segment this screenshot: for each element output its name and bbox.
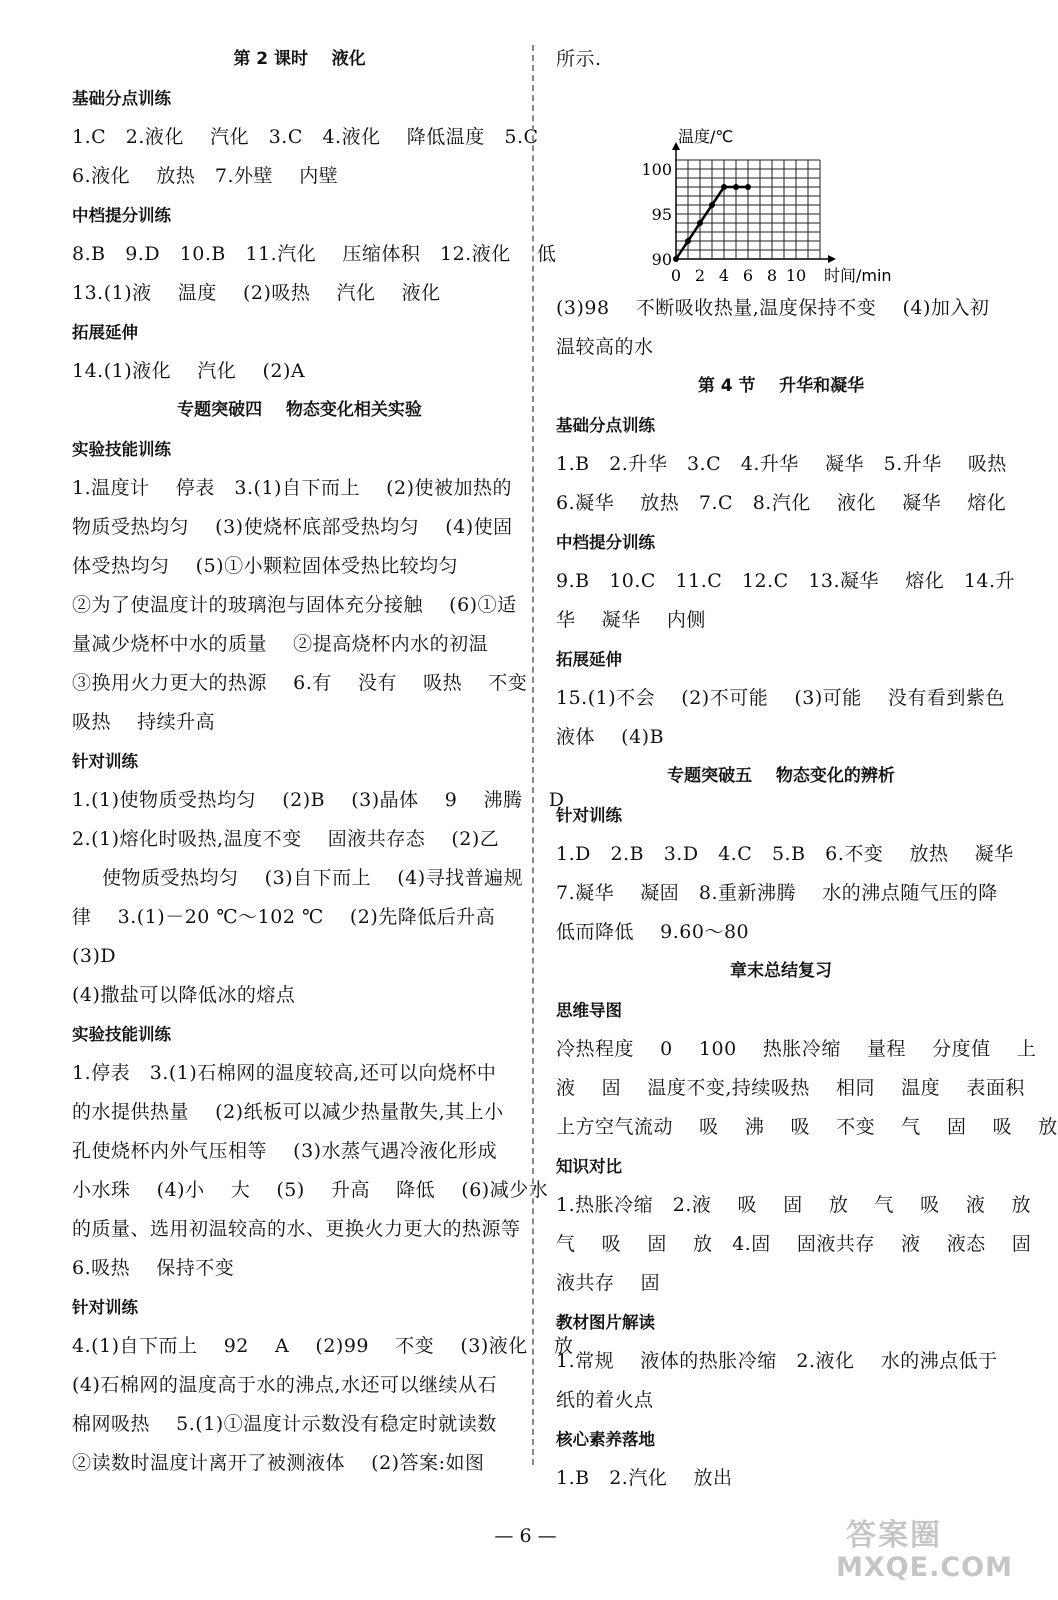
text-line: 1.(1)使物质受热均匀 (2)B (3)晶体 9 沸腾 D: [72, 789, 565, 811]
text-line: 1.常规 液体的热胀冷缩 2.液化 水的沸点低于: [556, 1350, 998, 1372]
text-line: 棉网吸热 5.(1)①温度计示数没有稳定时就读数: [72, 1413, 497, 1435]
section-heading: 实验技能训练: [72, 440, 171, 459]
lesson-title: 章末总结复习: [730, 961, 832, 981]
x-axis-arrow: [828, 255, 836, 263]
text-line: 孔使烧杯内外气压相等 (3)水蒸气遇冷液化形成: [72, 1140, 498, 1162]
text-line: 6.凝华 放热 7.C 8.汽化 液化 凝华 熔化: [556, 492, 1007, 514]
text-line: 1.停表 3.(1)石棉网的温度较高,还可以向烧杯中: [72, 1062, 497, 1084]
text-line: 气 吸 固 放 4.固 固液共存 液 液态 固: [556, 1233, 1032, 1255]
text-line: 液 固 温度不变,持续吸热 相同 温度 表面积: [556, 1077, 1025, 1099]
lesson-title: 专题突破四 物态变化相关实验: [177, 400, 422, 420]
text-line: 的水提供热量 (2)纸板可以减少热量散失,其上小: [72, 1101, 504, 1123]
section-heading: 实验技能训练: [72, 1025, 171, 1044]
x-tick-label: 6: [742, 266, 754, 285]
text-line: 2.(1)熔化时吸热,温度不变 固液共存态 (2)乙: [72, 828, 500, 850]
text-line: 纸的着火点: [556, 1389, 654, 1411]
text-line: 1.热胀冷缩 2.液 吸 固 放 气 吸 液 放: [556, 1194, 1031, 1216]
text-line: 4.(1)自下而上 92 A (2)99 不变 (3)液化 放: [72, 1335, 574, 1357]
section-heading: 基础分点训练: [72, 89, 171, 108]
data-point: [721, 184, 727, 190]
data-point: [709, 202, 715, 208]
lesson-title: 第 2 课时 液化: [233, 49, 366, 69]
lesson-title: 专题突破五 物态变化的辨析: [667, 766, 895, 786]
data-point: [733, 184, 739, 190]
text-line: 量减少烧杯中水的质量 ②提高烧杯内水的初温: [72, 633, 489, 655]
text-line: (4)石棉网的温度高于水的沸点,水还可以继续从石: [72, 1374, 497, 1396]
x-tick-label: 0: [670, 266, 682, 285]
right-column-rest: [556, 289, 1058, 1498]
text-line: 1.C 2.液化 汽化 3.C 4.液化 降低温度 5.C: [72, 126, 539, 148]
text-line: 使物质受热均匀 (3)自下而上 (4)寻找普遍规: [102, 867, 524, 889]
y-tick-label: 95: [651, 205, 672, 224]
temperature-time-chart: [556, 79, 1006, 289]
text-line: 14.(1)液化 汽化 (2)A: [72, 360, 306, 382]
y-tick-label: 90: [651, 250, 672, 269]
text-line: 上方空气流动 吸 沸 吸 不变 气 固 吸 放: [556, 1116, 1058, 1138]
section-heading: 核心素养落地: [556, 1430, 655, 1449]
section-heading: 思维导图: [556, 1001, 622, 1020]
text-line: (3)98 不断吸收热量,温度保持不变 (4)加入初: [556, 297, 990, 319]
data-point: [673, 256, 679, 262]
chart-svg: [641, 79, 906, 289]
x-tick-label: 4: [718, 266, 730, 285]
text-line: 15.(1)不会 (2)不可能 (3)可能 没有看到紫色: [556, 687, 1005, 709]
text-line: 9.B 10.C 11.C 12.C 13.凝华 熔化 14.升: [556, 570, 1016, 592]
section-heading: 拓展延伸: [556, 650, 622, 669]
section-heading: 针对训练: [72, 1298, 138, 1317]
x-tick-label: 8: [766, 266, 778, 285]
x-tick-label: 10: [785, 266, 807, 285]
section-heading: 针对训练: [556, 806, 622, 825]
text-line: 液体 (4)B: [556, 726, 665, 748]
section-heading: 知识对比: [556, 1157, 622, 1176]
text-line: 华 凝华 内侧: [556, 609, 706, 631]
section-heading: 中档提分训练: [556, 533, 655, 552]
x-tick-label: 2: [694, 266, 706, 285]
text-line: 6.液化 放热 7.外壁 内壁: [72, 165, 339, 187]
text-line: 液共存 固: [556, 1272, 661, 1294]
section-heading: 中档提分训练: [72, 206, 171, 225]
text-line: 8.B 9.D 10.B 11.汽化 压缩体积 12.液化 低: [72, 243, 557, 265]
column-divider: [532, 45, 534, 1465]
y-tick-label: 100: [641, 160, 672, 179]
text-line: 1.温度计 停表 3.(1)自下而上 (2)使被加热的: [72, 477, 513, 499]
text-line: ②为了使温度计的玻璃泡与固体充分接触 (6)①适: [72, 594, 517, 616]
x-axis-label: 时间/min: [824, 266, 892, 285]
page-number: — 6 —: [494, 1525, 557, 1547]
data-point: [685, 238, 691, 244]
text-line: 1.B 2.汽化 放出: [556, 1467, 733, 1489]
left-column: [72, 40, 574, 1483]
watermark-logo: 答案圈 MXQE.COM: [836, 1518, 1013, 1583]
text-line: 1.D 2.B 3.D 4.C 5.B 6.不变 放热 凝华: [556, 843, 1014, 865]
data-point: [745, 184, 751, 190]
text-line: (4)撒盐可以降低冰的熔点: [72, 984, 296, 1006]
section-heading: 针对训练: [72, 752, 138, 771]
text-line: 温较高的水: [556, 336, 654, 358]
text-line: 的质量、选用初温较高的水、更换火力更大的热源等: [72, 1218, 521, 1240]
text-line: 体受热均匀 (5)①小颗粒固体受热比较均匀: [72, 555, 459, 577]
section-heading: 教材图片解读: [556, 1313, 655, 1332]
text-line: 7.凝华 凝固 8.重新沸腾 水的沸点随气压的降: [556, 882, 998, 904]
right-column: [556, 40, 1058, 1498]
text-line: 低而降低 9.60～80: [556, 921, 750, 943]
text-line: (3)D: [72, 945, 117, 967]
section-heading: 基础分点训练: [556, 416, 655, 435]
text-line: 小水珠 (4)小 大 (5) 升高 降低 (6)减少水: [72, 1179, 549, 1201]
text-line: 6.吸热 保持不变: [72, 1257, 235, 1279]
text-line: 13.(1)液 温度 (2)吸热 汽化 液化: [72, 282, 441, 304]
text-line: 律 3.(1)－20 ℃～102 ℃ (2)先降低后升高: [72, 906, 496, 928]
data-point: [697, 220, 703, 226]
text-line: 冷热程度 0 100 热胀冷缩 量程 分度值 上: [556, 1038, 1037, 1060]
text-line: 吸热 持续升高: [72, 711, 216, 733]
section-heading: 拓展延伸: [72, 323, 138, 342]
y-axis-label: 温度/℃: [678, 127, 734, 146]
text-line: 物质受热均匀 (3)使烧杯底部受热均匀 (4)使固: [72, 516, 513, 538]
text-line: 1.B 2.升华 3.C 4.升华 凝华 5.升华 吸热: [556, 453, 1007, 475]
text-line: 所示.: [556, 48, 602, 70]
text-line: ③换用火力更大的热源 6.有 没有 吸热 不变: [72, 672, 528, 694]
lesson-title: 第 4 节 升华和凝华: [697, 376, 865, 396]
text-line: ②读数时温度计离开了被测液体 (2)答案:如图: [72, 1452, 485, 1474]
